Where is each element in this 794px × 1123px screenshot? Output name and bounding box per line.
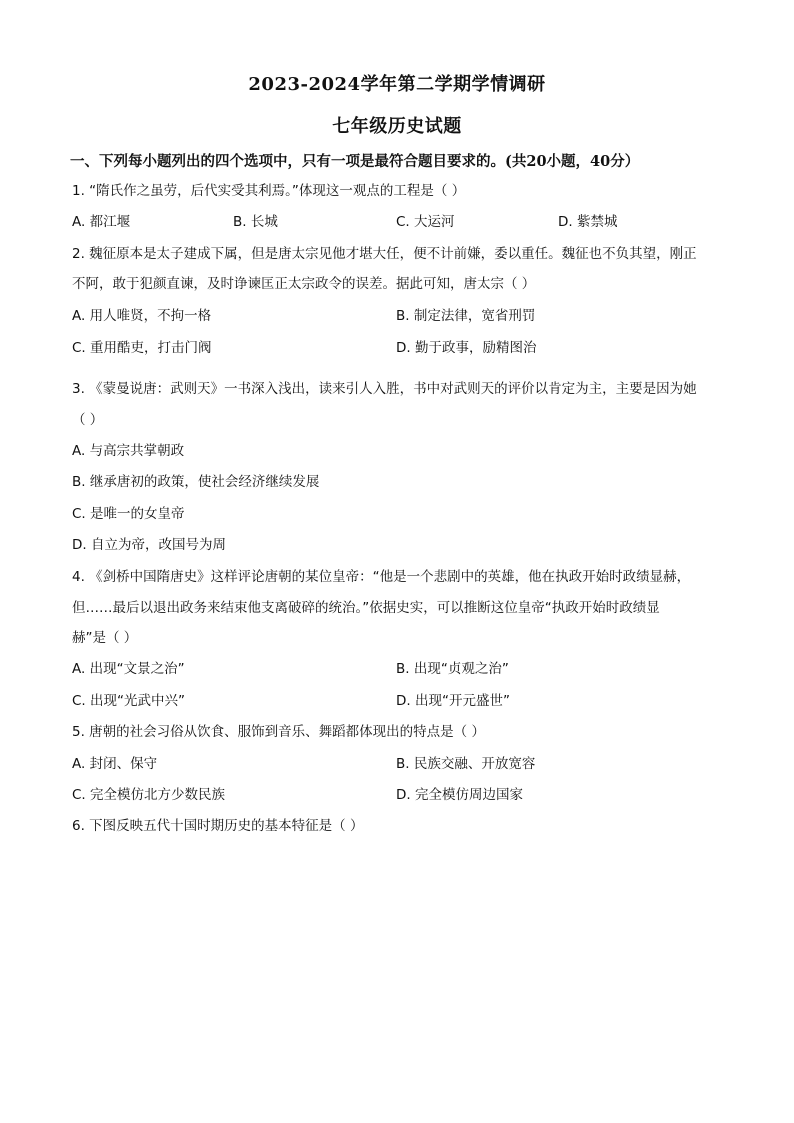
question-1-option-a: A. 都江堰 bbox=[72, 214, 131, 230]
question-4-option-d: D. 出现“开元盛世” bbox=[396, 693, 510, 709]
question-1-option-c: C. 大运河 bbox=[396, 214, 455, 230]
question-6-stem: 6. 下图反映五代十国时期历史的基本特征是（ ） bbox=[72, 818, 364, 834]
question-4-stem-line-2: 但……最后以退出政务来结束他支离破碎的统治。”依据史实，可以推断这位皇帝“执政开始时政绩显 bbox=[72, 600, 660, 616]
question-1-stem: 1. “隋氏作之虽劳，后代实受其利焉。”体现这一观点的工程是（ ） bbox=[72, 183, 466, 199]
question-3-option-b: B. 继承唐初的政策，使社会经济继续发展 bbox=[72, 474, 320, 490]
question-5-option-a: A. 封闭、保守 bbox=[72, 756, 158, 772]
question-1-option-d: D. 紫禁城 bbox=[558, 214, 618, 230]
question-2-stem-line-2: 不阿，敢于犯颜直谏，及时诤谏匡正太宗政令的误差。据此可知，唐太宗（ ） bbox=[72, 276, 536, 292]
question-4-stem-line-3: 赫”是（ ） bbox=[72, 630, 138, 646]
question-5-option-b: B. 民族交融、开放宽容 bbox=[396, 756, 536, 772]
question-2-option-a: A. 用人唯贤，不拘一格 bbox=[72, 308, 212, 324]
question-4-option-a: A. 出现“文景之治” bbox=[72, 661, 185, 677]
question-5-stem: 5. 唐朝的社会习俗从饮食、服饰到音乐、舞蹈都体现出的特点是（ ） bbox=[72, 724, 485, 740]
question-2-option-b: B. 制定法律，宽省刑罚 bbox=[396, 308, 536, 324]
question-3-option-a: A. 与高宗共掌朝政 bbox=[72, 443, 185, 459]
question-5-option-d: D. 完全模仿周边国家 bbox=[396, 787, 523, 803]
question-4-option-b: B. 出现“贞观之治” bbox=[396, 661, 509, 677]
question-3-stem-line-1: 3. 《蒙曼说唐：武则天》一书深入浅出，读来引人入胜，书中对武则天的评价以肯定为主，主要是因为她 bbox=[72, 381, 697, 397]
question-1-option-b: B. 长城 bbox=[233, 214, 278, 230]
question-3-stem-line-2: （ ） bbox=[72, 412, 104, 428]
question-2-option-c: C. 重用酷吏，打击门阀 bbox=[72, 340, 212, 356]
question-3-option-c: C. 是唯一的女皇帝 bbox=[72, 506, 185, 522]
question-5-option-c: C. 完全模仿北方少数民族 bbox=[72, 787, 226, 803]
question-3-option-d: D. 自立为帝，改国号为周 bbox=[72, 537, 226, 553]
question-2-option-d: D. 勤于政事，励精图治 bbox=[396, 340, 537, 356]
question-4-option-c: C. 出现“光武中兴” bbox=[72, 693, 185, 709]
question-4-stem-line-1: 4. 《剑桥中国隋唐史》这样评论唐朝的某位皇帝：“他是一个悲剧中的英雄，他在执政开始时政绩显赫， bbox=[72, 569, 691, 585]
exam-subtitle: 七年级历史试题 bbox=[332, 116, 462, 137]
question-2-stem-line-1: 2. 魏征原本是太子建成下属，但是唐太宗见他才堪大任，便不计前嫌，委以重任。魏征也不负其望，刚正 bbox=[72, 246, 697, 262]
section-heading: 一、下列每小题列出的四个选项中，只有一项是最符合题目要求的。(共20小题，40分） bbox=[70, 153, 640, 170]
exam-title: 2023-2024学年第二学期学情调研 bbox=[248, 74, 546, 95]
